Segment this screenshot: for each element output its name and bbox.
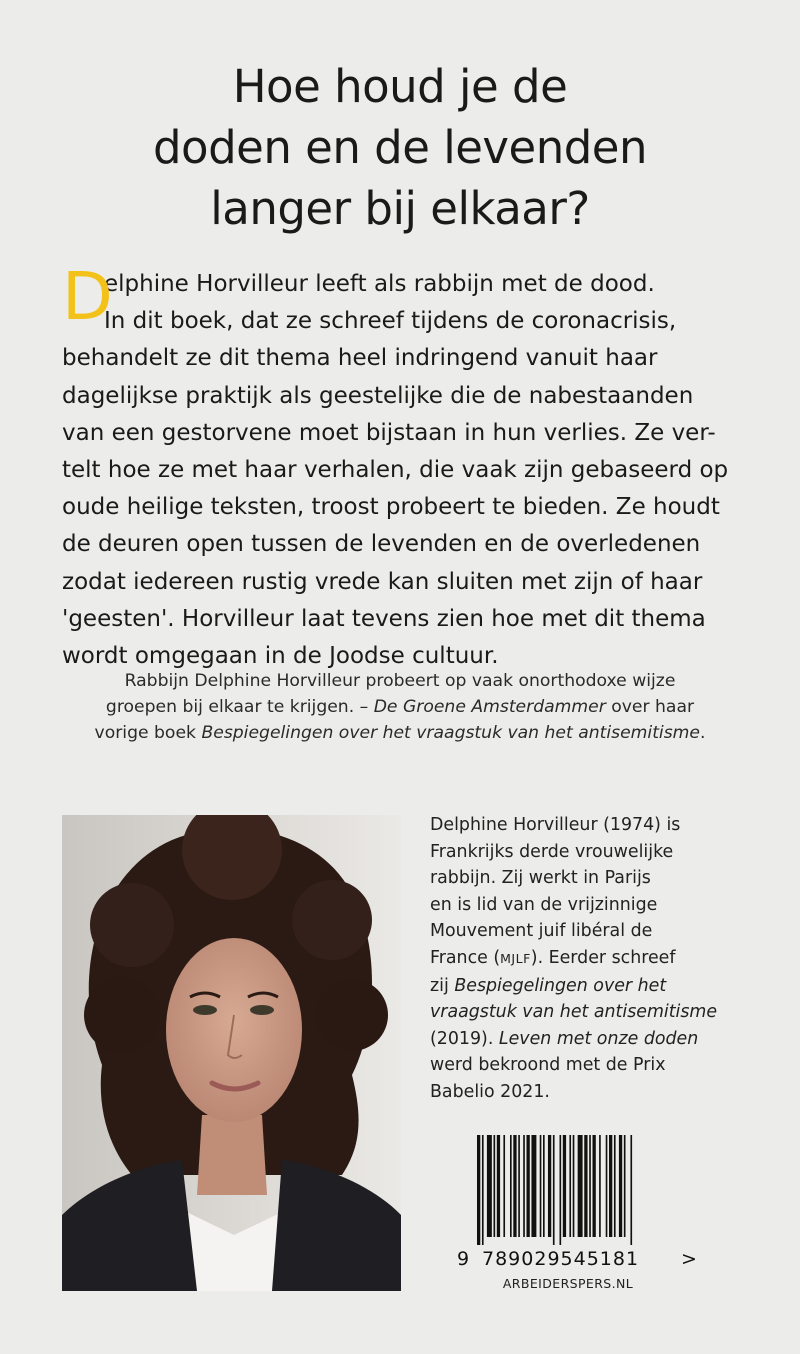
barcode-bar — [548, 1135, 551, 1237]
bio-line: Mouvement juif libéral de — [430, 921, 653, 942]
barcode-bar — [482, 1135, 484, 1245]
isbn-first-digit: 9 — [457, 1248, 470, 1270]
barcode-bar — [531, 1135, 536, 1237]
book-title: Bespiegelingen over het — [454, 975, 667, 996]
quote-source: De Groene Amsterdammer — [373, 697, 606, 717]
bio-line: Frankrijks derde vrouwelijke — [430, 841, 674, 862]
barcode-bar — [543, 1135, 545, 1237]
barcode-bar — [563, 1135, 566, 1237]
barcode-bar — [624, 1135, 626, 1237]
bio-line: en is lid van de vrijzinnige — [430, 894, 658, 915]
book-title: Leven met onze doden — [498, 1028, 699, 1049]
blurb-line: In dit boek, dat ze schreef tijdens de coronacrisis, — [104, 308, 677, 335]
barcode-bar — [589, 1135, 591, 1237]
barcode-bar — [630, 1135, 632, 1245]
press-quote — [0, 668, 800, 746]
barcode-bar — [477, 1135, 480, 1245]
blurb-line: telt hoe ze met haar verhalen, die vaak zijn gebaseerd op — [62, 457, 729, 484]
barcode-bar — [560, 1135, 562, 1245]
barcode-bar — [599, 1135, 601, 1237]
quote-line: vorige boek Bespiegelingen over het vraagstuk van het antisemitisme. — [94, 723, 706, 743]
barcode-bar — [584, 1135, 587, 1237]
abbreviation-mjlf: MJLF — [500, 950, 531, 966]
barcode-bar — [553, 1135, 555, 1245]
quote-line: groepen bij elkaar te krijgen. – De Groene Amsterdammer over haar — [105, 697, 695, 717]
barcode-bar — [540, 1135, 542, 1237]
quiet-zone-arrow: > — [681, 1248, 697, 1270]
headline — [0, 56, 800, 239]
isbn-digits: 789029545181 — [482, 1248, 640, 1270]
blurb-line: wordt omgegaan in de Joodse cultuur. — [62, 643, 499, 670]
barcode-bar — [527, 1135, 530, 1237]
barcode-bar — [487, 1135, 492, 1237]
quote-book-title: Bespiegelingen over het vraagstuk van het antisemitisme — [201, 723, 700, 743]
barcode-bar — [497, 1135, 500, 1237]
barcode-bar — [573, 1135, 575, 1237]
blurb-line: oude heilige teksten, troost probeert te bieden. Ze houdt — [62, 494, 720, 521]
barcode-bar — [510, 1135, 512, 1237]
bio-line: (2019). Leven met onze doden — [430, 1028, 699, 1049]
isbn-barcode — [455, 1135, 695, 1295]
bio-line: Babelio 2021. — [430, 1081, 550, 1102]
barcode-bar — [619, 1135, 622, 1237]
barcode-bar — [518, 1135, 520, 1237]
author-photo — [62, 815, 401, 1291]
barcode-bar — [578, 1135, 583, 1237]
barcode-bar — [494, 1135, 496, 1237]
barcode-bar — [523, 1135, 525, 1237]
blurb-line: behandelt ze dit thema heel indringend vanuit haar — [62, 345, 658, 372]
headline-line: doden en de levenden — [152, 121, 648, 174]
bio-line: zij Bespiegelingen over het — [430, 975, 667, 996]
barcode-bar — [609, 1135, 612, 1237]
blurb-line: van een gestorvene moet bijstaan in hun verlies. Ze ver- — [62, 419, 716, 446]
bio-line: France (MJLF). Eerder schreef — [430, 947, 676, 968]
book-title: vraagstuk van het antisemitisme — [430, 1002, 718, 1023]
blurb-line: elphine Horvilleur leeft als rabbijn met de dood. — [104, 271, 655, 297]
publisher-url: ARBEIDERSPERS.NL — [502, 1276, 634, 1291]
barcode-bar — [614, 1135, 616, 1237]
bio-line: werd bekroond met de Prix — [430, 1055, 666, 1076]
bio-line: rabbijn. Zij werkt in Parijs — [430, 868, 651, 889]
barcode-bar — [513, 1135, 516, 1237]
barcode-bars — [477, 1135, 687, 1245]
blurb-line: zodat iedereen rustig vrede kan sluiten met zijn of haar — [62, 568, 703, 595]
isbn-number — [455, 1248, 695, 1274]
blurb-line: de deuren open tussen de levenden en de overledenen — [62, 531, 701, 558]
barcode-bar — [569, 1135, 571, 1237]
bio-line — [430, 999, 770, 1026]
barcode-bar — [503, 1135, 505, 1237]
barcode-bar — [593, 1135, 596, 1237]
author-bio — [430, 812, 770, 1106]
blurb-line: 'geesten'. Horvilleur laat tevens zien hoe met dit thema — [62, 605, 706, 632]
blurb — [62, 258, 752, 675]
blurb-line: dagelijkse praktijk als geestelijke die de nabestaanden — [62, 382, 694, 409]
author-portrait-image — [62, 815, 401, 1291]
headline-line: Hoe houd je de — [232, 60, 568, 113]
headline-line: langer bij elkaar? — [210, 182, 590, 235]
drop-cap: D — [62, 258, 113, 335]
barcode-bar — [606, 1135, 608, 1237]
bio-line: Delphine Horvilleur (1974) is — [430, 815, 681, 835]
quote-line: Rabbijn Delphine Horvilleur probeert op vaak onorthodoxe wijze — [124, 671, 676, 691]
